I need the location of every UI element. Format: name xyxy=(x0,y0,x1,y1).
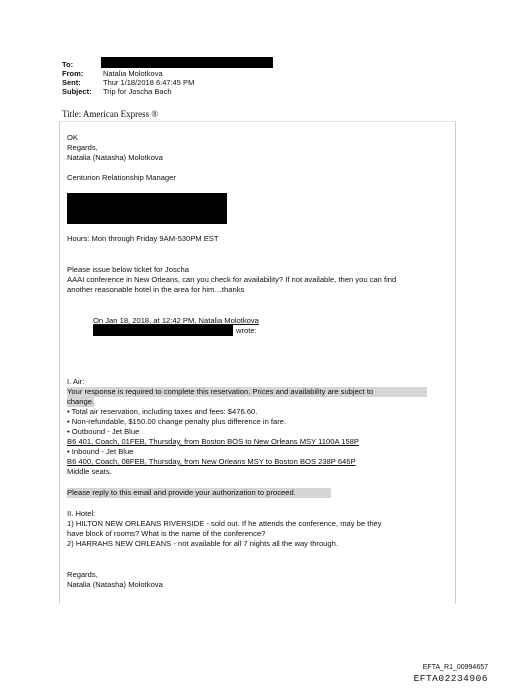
hotel-heading: II. Hotel: xyxy=(67,509,96,518)
flight-inbound: B6 400, Coach, 08FEB, Thursday, from New Orleans MSY to Boston BOS 238P 646P xyxy=(67,457,356,466)
body-role: Centurion Relationship Manager xyxy=(67,173,176,182)
sent-value: Thur 1/18/2018 6:47:45 PM xyxy=(103,78,195,87)
middle-seats: Middle seats. xyxy=(67,467,112,476)
body-aaai-2: another reasonable hotel in the area for him…thanks xyxy=(67,285,245,294)
body-name: Natalia (Natasha) Molotkova xyxy=(67,153,163,162)
response-line-2: change. xyxy=(67,397,95,406)
redaction-block xyxy=(67,193,227,224)
body-aaai-1: AAAI conference in New Orleans, can you check for availability? If not available, then you can find xyxy=(67,275,397,284)
reply-request: Please reply to this email and provide your authorization to proceed. xyxy=(67,488,331,498)
footer-ref-1: EFTA_R1_00994657 xyxy=(422,664,488,671)
bullet-inbound: • Inbound - Jet Blue xyxy=(67,447,134,456)
redaction-bar xyxy=(101,57,273,68)
response-line-1: Your response is required to complete this reservation. Prices and availability are subject to xyxy=(67,387,427,397)
hotel-1-line-1: 1) HILTON NEW ORLEANS RIVERSIDE - sold out. If he attends the conference, may be they xyxy=(67,519,382,528)
quote-line-1: On Jan 18, 2018, at 12:42 PM, Natalia Molotkova xyxy=(93,316,259,325)
sent-label: Sent: xyxy=(62,78,81,87)
air-heading: I. Air: xyxy=(67,377,85,386)
bullet-outbound: • Outbound - Jet Blue xyxy=(67,427,140,436)
subject-value: Trip for Joscha Bach xyxy=(103,87,172,96)
redaction-bar-quote xyxy=(93,325,233,336)
subject-label: Subject: xyxy=(62,87,92,96)
footer-ref-2: EFTA02234906 xyxy=(413,673,488,684)
from-value: Natalia Molotkova xyxy=(103,69,163,78)
to-label: To: xyxy=(62,60,74,69)
hotel-2: 2) HARRAHS NEW ORLEANS - not available for all 7 nights all the way through. xyxy=(67,539,338,548)
body-regards: Regards, xyxy=(67,143,98,152)
body-hours: Hours: Mon through Friday 9AM-530PM EST xyxy=(67,234,219,243)
bullet-penalty: • Non-refundable, $150.00 change penalty plus difference in fare. xyxy=(67,417,287,426)
flight-outbound: B6 401, Coach, 01FEB, Thursday, from Boston BOS to New Orleans MSY 1100A 158P xyxy=(67,437,359,446)
quote-line-2: wrote: xyxy=(236,326,257,335)
body-ok: OK xyxy=(67,133,78,142)
from-label: From: xyxy=(62,69,84,78)
closing-regards: Regards, xyxy=(67,570,98,579)
body-issue: Please issue below ticket for Joscha xyxy=(67,265,189,274)
bullet-total: • Total air reservation, including taxes and fees: $476.60. xyxy=(67,407,258,416)
closing-name: Natalia (Natasha) Molotkova xyxy=(67,580,163,589)
hotel-1-line-2: have block of rooms? What is the name of the conference? xyxy=(67,529,266,538)
document-title: Title: American Express ® xyxy=(62,109,159,119)
